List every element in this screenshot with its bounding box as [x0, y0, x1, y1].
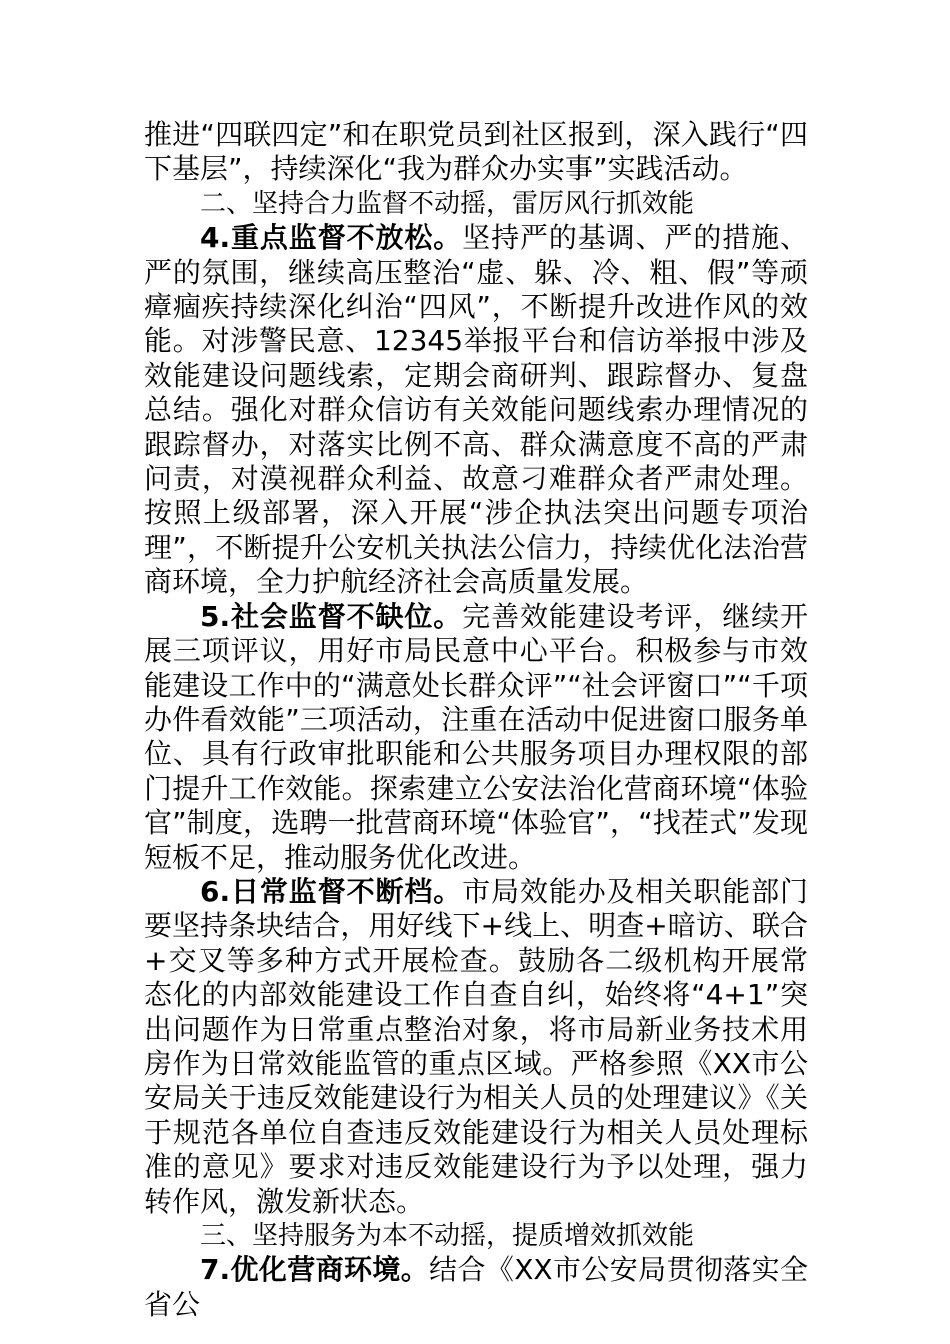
section-heading-3	[144, 1219, 808, 1253]
paragraph-4	[144, 221, 808, 599]
paragraph-body: 坚持严的基调、严的措施、严的氛围，继续高压整治“虚、躲、冷、粗、假”等顽瘴痼疾持续深化纠治“四风”，不断提升改进作风的效能。对涉警民意、12345举报平台和信访举报中涉及效能建设问题线索，定期会商研判、跟踪督办、复盘总结。强化对群众信访有关效能问题线索办理情况的跟踪督办，对落实比例不高、群众满意度不高的严肃问责，对漠视群众利益、故意刁难群众者严肃处理。按照上级部署，深入开展“涉企执法突出问题专项治理”，不断提升公安机关执法公信力，持续优化法治营商环境，全力护航经济社会高质量发展。	[144, 221, 808, 599]
paragraph-body: 结合《XX市公安局贯彻落实全省公	[144, 1253, 808, 1321]
paragraph-6	[144, 875, 808, 1219]
paragraph-lead: 6.日常监督不断档。	[200, 874, 463, 908]
document-page	[144, 118, 808, 1322]
paragraph-continuation	[144, 118, 808, 187]
paragraph-body: 市局效能办及相关职能部门要坚持条块结合，用好线下+线上、明查+暗访、联合+交叉等多种方式开展检查。鼓励各二级机构开展常态化的内部效能建设工作自查自纠，始终将“4+1”突出问题作为日常重点整治对象，将市局新业务技术用房作为日常效能监管的重点区域。严格参照《XX市公安局关于违反效能建设行为相关人员的处理建议》《关于规范各单位自查违反效能建设行为相关人员处理标准的意见》要求对违反效能建设行为予以处理，强力转作风，激发新状态。	[144, 874, 808, 1218]
paragraph-lead: 7.优化营商环境。	[200, 1253, 430, 1287]
paragraph-lead: 5.社会监督不缺位。	[200, 599, 463, 633]
paragraph-7	[144, 1253, 808, 1322]
section-heading-2	[144, 187, 808, 221]
paragraph-lead: 4.重点监督不放松。	[200, 221, 463, 255]
section-heading-text: 二、坚持合力监督不动摇，雷厉风行抓效能	[200, 188, 695, 219]
paragraph-text: 推进“四联四定”和在职党员到社区报到，深入践行“四下基层”，持续深化“我为群众办实事”实践活动。	[144, 118, 808, 186]
paragraph-body: 完善效能建设考评，继续开展三项评议，用好市局民意中心平台。积极参与市效能建设工作中的“满意处长群众评”“社会评窗口”“千项办件看效能”三项活动，注重在活动中促进窗口服务单位、具有行政审批职能和公共服务项目办理权限的部门提升工作效能。探索建立公安法治化营商环境“体验官”制度，选聘一批营商环境“体验官”，“找茬式”发现短板不足，推动服务优化改进。	[144, 599, 808, 874]
section-heading-text: 三、坚持服务为本不动摇，提质增效抓效能	[200, 1221, 695, 1251]
paragraph-5	[144, 600, 808, 875]
